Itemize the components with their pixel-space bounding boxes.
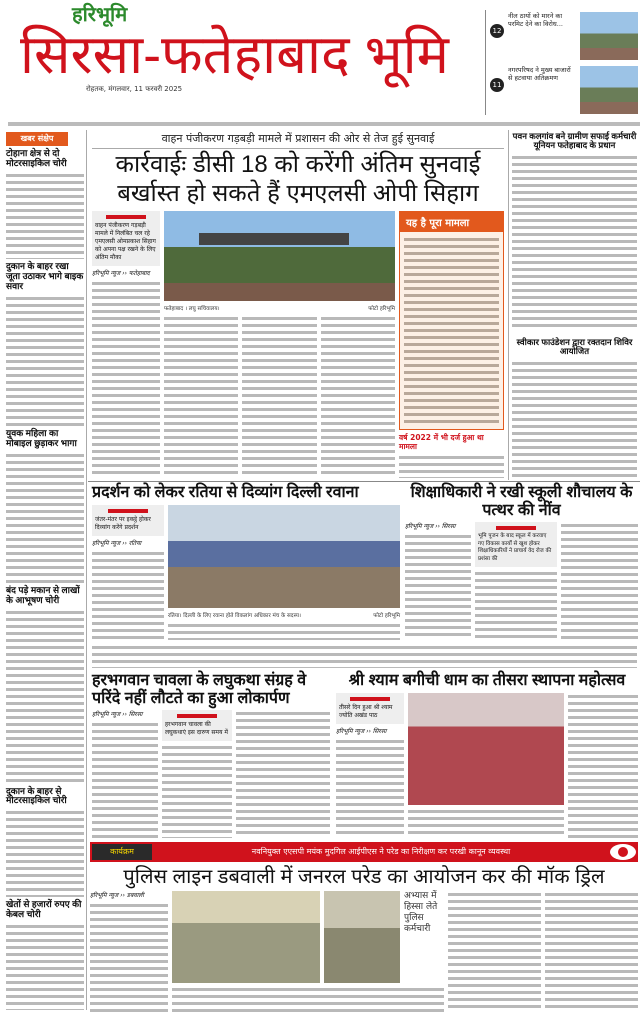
story-headline[interactable]: शिक्षाधिकारी ने रखी स्कूली शौचालय के पत्थर की नींव [410,484,633,519]
divider [86,130,87,1010]
bottom-story [90,866,638,1012]
article-body [92,721,158,838]
bottom-photo [324,891,400,983]
byline: हरिभूमि न्यूज ›› सिरसा [405,523,456,531]
section-label: कार्यक्रम [92,844,152,860]
page-number-badge: 12 [490,24,504,38]
photo-caption: फतेहाबाद । लघु सचिवालय। [164,305,220,312]
article-body [92,644,637,668]
highlight-text: हरभगवान चावला की लघुकथाएं इस दारुण समय में [165,721,228,737]
dateline: रोहतक, मंगलवार, 11 फरवरी 2025 [86,85,183,94]
teaser-text: नील ठायों को मारने का परमिट देने का विरोध... [508,12,563,28]
brief-headline[interactable]: युवक महिला का मोबाइल छुड़ाकर भागा [6,428,77,448]
article-body [336,738,404,838]
article-body [405,533,471,640]
highlight-text: तीसरे दिन हुआ श्री श्याम ज्योति अखंड पाठ [339,703,393,719]
story-headline[interactable]: श्री श्याम बगीची धाम का तीसरा स्थापना महोत्सव [348,672,626,689]
story-headline[interactable]: हरभगवान चावला के लघुकथा संग्रह वे परिंदे नहीं लौटते का हुआ लोकार्पण [92,672,307,707]
briefs-label: खबर संक्षेप [6,132,68,146]
article-body [172,986,444,1012]
teaser-photo [580,66,638,114]
article-body [399,454,504,478]
byline: हरिभूमि न्यूज ›› रतिया [92,539,142,547]
highlight-box [162,710,232,741]
story-headline[interactable]: पुलिस लाइन डबवाली में जनरल परेड का आयोजन कर की मॉक ड्रिल [123,866,605,888]
article-body [242,315,316,478]
divider [88,481,640,482]
sub-headline: वर्ष 2022 में भी दर्ज हुआ था मामला [399,433,484,451]
section-banner [90,842,638,862]
bottom-photo [172,891,320,983]
lead-headline[interactable]: कार्रवाईः डीसी 18 को करेंगी अंतिम सुनवाई [115,151,481,178]
lead-kicker: वाहन पंजीकरण गड़बड़ी मामले में प्रशासन की ओर से तेज हुई सुनवाई [92,131,504,149]
story2-photo [168,505,400,608]
story-headline[interactable]: प्रदर्शन को लेकर रतिया से दिव्यांग दिल्ली रवाना [92,484,359,501]
story5 [336,672,638,838]
photo-credit: फोटो हरिभूमि [373,613,400,619]
highlight-text: जंतर-मंतर पर इकट्ठे होकर दिव्यांग करेंगे प्रदर्शन [95,515,151,531]
byline: हरिभूमि न्यूज ›› सिरसा [92,711,143,719]
highlight-box [92,505,164,536]
highlight-text: वाहन पंजीकरण गड़बड़ी मामले में निलंबित चल रहे एमएलसी ओमप्रकाश सिहाग को अपना पक्ष रखने के लिए अंतिम मौका [95,221,156,261]
article-body [236,710,330,838]
photo-credit: फोटो हरिभूमि [368,305,395,312]
logo-icon [610,844,636,860]
teaser[interactable] [490,12,638,62]
article-body [90,902,168,1012]
article-body [475,570,557,640]
brief-headline[interactable]: खेतों से हजारों रुपए की केबल चोरी [6,898,82,919]
page-number-badge: 11 [490,78,504,92]
lead-headline[interactable]: बर्खास्त हो सकते हैं एमएलसी ओपी सिहाग [117,180,479,208]
brief-headline[interactable]: दुकान के बाहर से मोटरसाइकिल चोरी [6,785,67,806]
article-body [545,891,638,1012]
article-body [448,891,541,1012]
teaser[interactable] [490,66,638,116]
teaser-text: नगरपरिषद ने मुख्य बाजारों से हटवाया अतिक्रमण [508,66,571,82]
brief-headline[interactable]: बंद पड़े मकान से लाखों के आभूषण चोरी [6,584,80,605]
story4 [92,672,330,838]
article-body [164,315,238,478]
article-body [168,622,400,640]
right-story-headline[interactable]: पवन कलगांव बने ग्रामीण सफाई कर्मचारी यूनियन फतेहाबाद के प्रधान [512,131,637,151]
briefs-column [6,132,84,1010]
lead-highlight-box [92,211,160,266]
highlight-box [475,522,557,567]
photo-caption: रतिया। दिल्ली के लिए रवाना होते विकलांग अधिकार मंच के सदस्य। [168,613,302,619]
article-body [92,280,160,478]
divider [508,130,509,480]
banner-kicker: नवनियुक्त एएसपी मयंक मुदगिल आईपीएस ने परेड का निरीक्षण कर परखी कानून व्यवस्था [251,847,511,856]
brief-headline[interactable]: दुकान के बाहर रखा जूता उठाकर भागे बाइक सवार [6,261,84,291]
story5-photo [408,693,564,805]
case-box [399,211,504,430]
edition-title: सिरसा-फतेहाबाद भूमि [20,25,449,85]
article-body [561,522,638,640]
article-body [92,550,164,640]
case-box-title: यह है पूरा मामला [400,212,503,232]
highlight-text: भूमि पूजन के बाद स्कूल में करवाए गए विकास कार्यों से खुश होकर शिक्षाधिकारियों ने प्राचार्य वेद रोज की प्रशंसा की [478,533,552,562]
story3 [405,484,638,640]
photo-label: अभ्यास में हिस्सा लेते पुलिस कर्मचारी [404,891,438,934]
story2 [92,484,400,640]
right-story-headline[interactable]: स्वीकार फाउंडेशन द्वारा रक्तदान शिविर आयोजित [516,337,633,357]
brand-logo: हरिभूमि [72,4,128,26]
right-column [512,132,637,478]
article-body [408,808,564,838]
byline: हरिभूमि न्यूज ›› फतेहाबाद [92,269,150,277]
article-body [321,315,395,478]
divider [485,10,486,115]
teaser-photo [580,12,638,60]
lead-photo [164,211,395,301]
article-body [162,744,232,838]
article-body [568,693,638,838]
masthead-rule [8,122,640,126]
article-body [512,360,637,478]
article-body [512,154,637,331]
brief-headline[interactable]: टोहाना क्षेत्र से दो मोटरसाइकिल चोरी [6,148,67,168]
masthead [20,4,480,118]
byline: हरिभूमि न्यूज ›› सिरसा [336,727,387,735]
highlight-box [336,693,404,724]
byline: हरिभूमि न्यूज ›› डबवाली [90,892,144,899]
lead-story [92,131,504,478]
